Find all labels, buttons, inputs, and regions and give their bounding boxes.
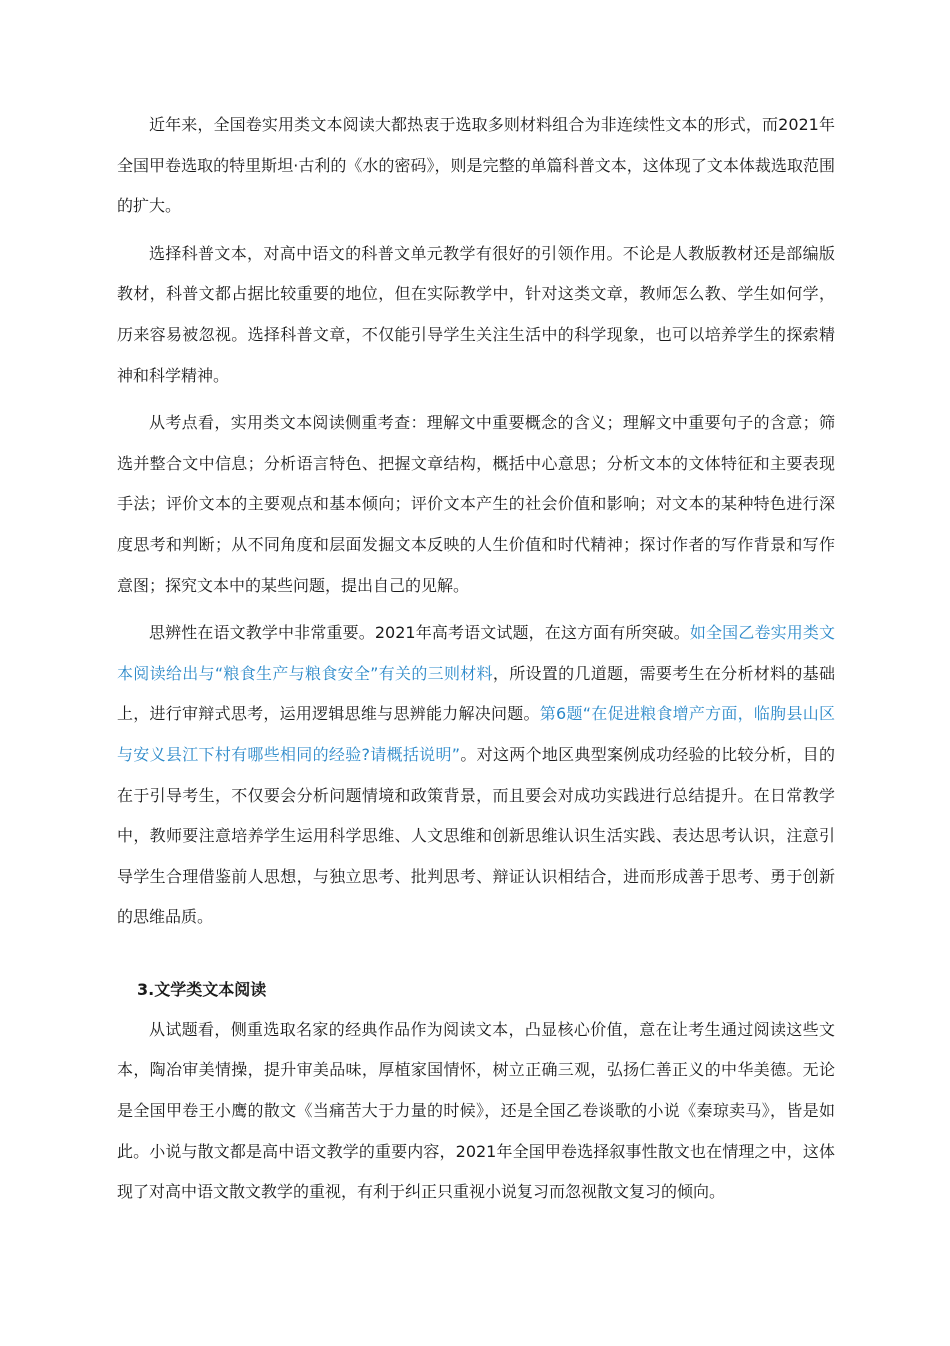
paragraph-text: 。对这两个地区典型案例成功经验的比较分析，目的在于引导考生，不仅要会分析问题情境和政策背景，而且要会对成功实践进行总结提升。在日常教学中，教师要注意培养学生运用科学思维、人文思维和创新思维认识生活实践、表达思考认识，注意引导学生合理借鉴前人思想，与独立思考、批判思考、辩证认识相结合，进而形成善于思考、勇于创新的思维品质。 bbox=[117, 744, 835, 927]
document-page bbox=[117, 105, 835, 1220]
section-heading: 3.文学类文本阅读 bbox=[137, 979, 267, 999]
paragraph-text: 思辨性在语文教学中非常重要。2021年高考语文试题，在这方面有所突破。 bbox=[149, 623, 690, 643]
paragraph-literary-reading bbox=[117, 1010, 835, 1213]
highlighted-text: 第6题“在促进粮食增产方面，临朐县山区与安义县江下村有哪些相同的经验?请概括说明” bbox=[117, 704, 835, 764]
paragraph-exam-points bbox=[117, 403, 835, 606]
paragraph-text: 从考点看，实用类文本阅读侧重考查：理解文中重要概念的含义；理解文中重要句子的含意；筛选并整合文中信息；分析语言特色、把握文章结构，概括中心意思；分析文本的文体特征和主要表现手法；评价文本的主要观点和基本倾向；评价文本产生的社会价值和影响；对文本的某种特色进行深度思考和判断；从不同角度和层面发掘文本反映的人生价值和时代精神；探讨作者的写作背景和写作意图；探究文本中的某些问题，提出自己的见解。 bbox=[117, 413, 835, 595]
paragraph-text: 选择科普文本，对高中语文的科普文单元教学有很好的引领作用。不论是人教版教材还是部编版教材，科普文都占据比较重要的地位，但在实际教学中，针对这类文章，教师怎么教、学生如何学，历来容易被忽视。选择科普文章，不仅能引导学生关注生活中的科学现象，也可以培养学生的探索精神和科学精神。 bbox=[117, 243, 835, 385]
paragraph-text-genre bbox=[117, 105, 835, 227]
paragraph-text: 从试题看，侧重选取名家的经典作品作为阅读文本，凸显核心价值，意在让考生通过阅读这些文本，陶冶审美情操，提升审美品味，厚植家国情怀，树立正确三观，弘扬仁善正义的中华美德。无论是全国甲卷王小鹰的散文《当痛苦大于力量的时候》，还是全国乙卷谈歌的小说《秦琼卖马》，皆是如此。小说与散文都是高中语文教学的重要内容，2021年全国甲卷选择叙事性散文也在情理之中，这体现了对高中语文散文教学的重视，有利于纠正只重视小说复习而忽视散文复习的倾向。 bbox=[117, 1019, 835, 1202]
highlighted-text: 如全国乙卷实用类文本阅读给出与“粮食生产与粮食安全”有关的三则材料 bbox=[117, 623, 835, 683]
paragraph-popular-science bbox=[117, 234, 835, 396]
paragraph-text: 近年来，全国卷实用类文本阅读大都热衷于选取多则材料组合为非连续性文本的形式，而2021年全国甲卷选取的特里斯坦·古利的《水的密码》，则是完整的单篇科普文本，这体现了文本体裁选取范围的扩大。 bbox=[117, 115, 835, 216]
paragraph-text: ，所设置的几道题，需要考生在分析材料的基础上，进行审辩式思考，运用逻辑思维与思辨能力解决问题。 bbox=[117, 663, 835, 724]
paragraph-critical-thinking bbox=[117, 613, 835, 938]
